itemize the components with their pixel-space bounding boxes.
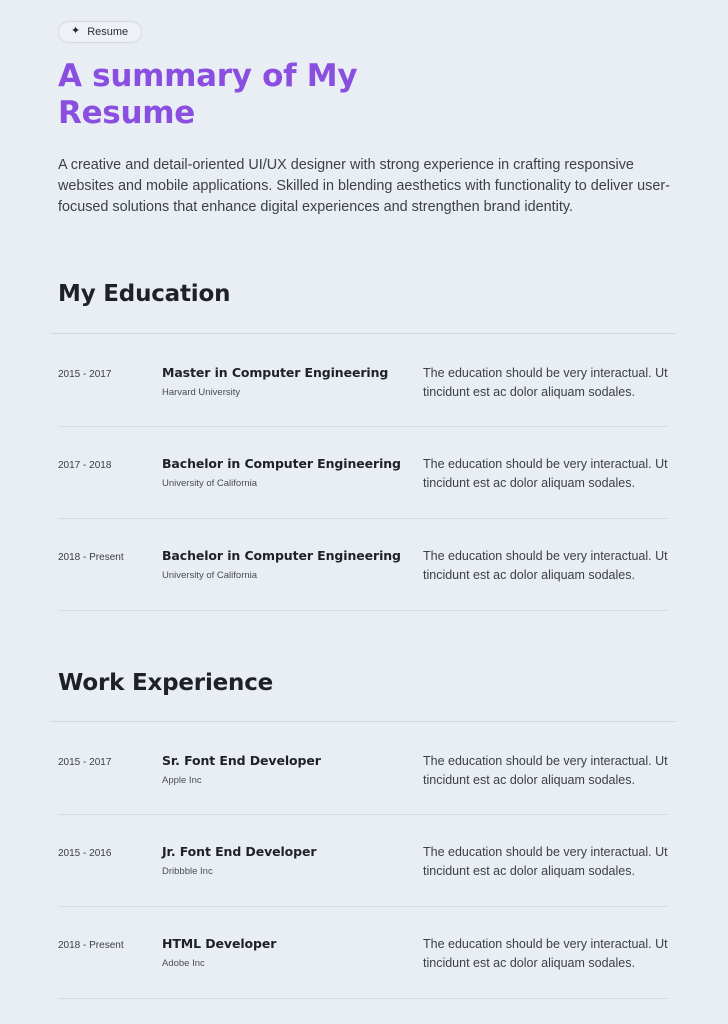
resume-badge — [58, 21, 142, 43]
education-heading: My Education — [58, 281, 231, 307]
experience-row — [58, 723, 668, 815]
experience-description: The education should be very interactual. Ut tincidunt est ac dolor aliquam sodales. — [423, 845, 668, 878]
experience-period: 2015 - 2017 — [58, 757, 112, 768]
education-row — [58, 427, 668, 519]
education-description: The education should be very interactual. Ut tincidunt est ac dolor aliquam sodales. — [423, 549, 668, 582]
experience-company: Dribbble Inc — [162, 866, 213, 877]
education-degree: Bachelor in Computer Engineering — [162, 548, 401, 563]
experience-description: The education should be very interactual. Ut tincidunt est ac dolor aliquam sodales. — [423, 937, 668, 970]
experience-description: The education should be very interactual. Ut tincidunt est ac dolor aliquam sodales. — [423, 754, 668, 787]
sparkle-icon: ✦ — [71, 25, 81, 37]
page-title: A summary of My Resume — [58, 57, 358, 131]
experience-divider — [51, 721, 676, 722]
education-degree: Master in Computer Engineering — [162, 365, 389, 380]
education-institution: University of California — [162, 570, 258, 581]
experience-list — [58, 723, 668, 999]
experience-period: 2015 - 2016 — [58, 848, 112, 859]
education-degree: Bachelor in Computer Engineering — [162, 456, 401, 471]
education-row — [58, 519, 668, 611]
resume-summary: A creative and detail-oriented UI/UX designer with strong experience in crafting responsive websites and mobile applications. Skilled in blending aesthetics with functionality to deliver user-focused solutions that enhance digital experiences and strengthen brand identity. — [58, 156, 670, 215]
experience-role: HTML Developer — [162, 936, 277, 951]
education-description: The education should be very interactual. Ut tincidunt est ac dolor aliquam sodales. — [423, 457, 668, 490]
education-list — [58, 335, 668, 611]
education-description: The education should be very interactual. Ut tincidunt est ac dolor aliquam sodales. — [423, 366, 668, 399]
resume-intro — [58, 19, 678, 218]
education-period: 2018 - Present — [58, 552, 124, 563]
experience-row — [58, 907, 668, 999]
education-institution: Harvard University — [162, 387, 241, 398]
experience-role: Sr. Font End Developer — [162, 753, 321, 768]
experience-company: Adobe Inc — [162, 958, 205, 969]
resume-badge-label: Resume — [87, 25, 129, 38]
experience-company: Apple Inc — [162, 775, 202, 786]
education-period: 2015 - 2017 — [58, 369, 112, 380]
education-divider — [51, 333, 676, 334]
education-period: 2017 - 2018 — [58, 460, 112, 471]
experience-heading: Work Experience — [58, 670, 274, 696]
experience-row — [58, 815, 668, 907]
education-row — [58, 335, 668, 427]
experience-period: 2018 - Present — [58, 940, 124, 951]
education-institution: University of California — [162, 478, 258, 489]
experience-role: Jr. Font End Developer — [162, 844, 317, 859]
